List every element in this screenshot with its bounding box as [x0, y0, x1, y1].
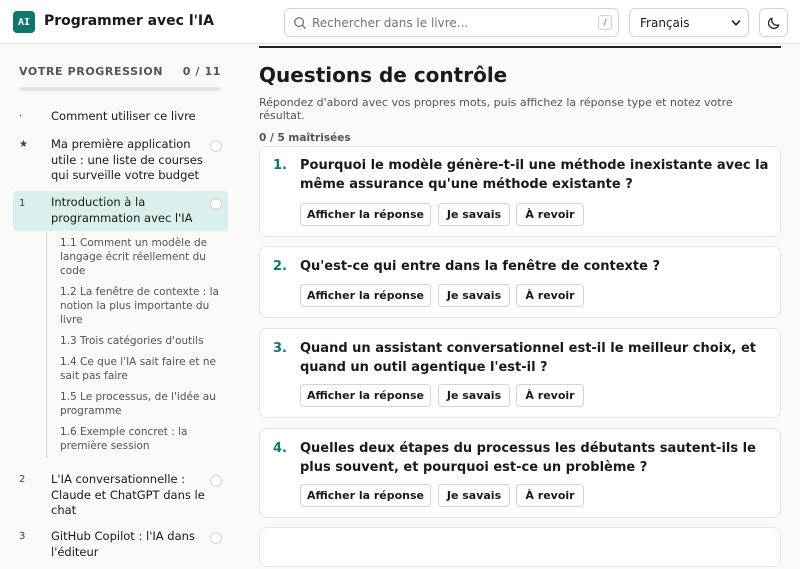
search-box[interactable] — [284, 8, 619, 37]
logo[interactable]: AI — [13, 11, 35, 33]
question-card — [259, 146, 781, 237]
question-text: Qu'est-ce qui entre dans la fenêtre de contexte ? — [300, 259, 661, 274]
progress-label: VOTRE PROGRESSION — [19, 65, 164, 78]
top-bar — [0, 0, 800, 44]
show-answer-button[interactable]: Afficher la réponse — [300, 484, 431, 507]
section-link-1-4[interactable]: 1.4 Ce que l'IA sait faire et ne sait pas faire — [60, 356, 216, 382]
sidebar-item-number: 2 — [19, 474, 26, 485]
question-card — [259, 428, 781, 518]
sidebar-item-label: Comment utiliser ce livre — [51, 109, 196, 123]
progress-count: 0 / 11 — [182, 65, 221, 78]
completion-circle-icon[interactable] — [210, 532, 222, 544]
sidebar — [0, 45, 240, 559]
mastered-count: 0 / 5 maîtrisées — [259, 132, 351, 144]
progress-bar — [19, 87, 221, 91]
page-title: Questions de contrôle — [259, 63, 508, 87]
question-number: 1. — [273, 158, 287, 173]
search-shortcut-hint: / — [598, 15, 612, 30]
show-answer-button[interactable]: Afficher la réponse — [300, 203, 431, 226]
question-card — [259, 246, 781, 318]
show-answer-button[interactable]: Afficher la réponse — [300, 384, 431, 407]
language-select[interactable] — [629, 8, 749, 37]
question-number: 2. — [273, 259, 287, 274]
chapter-1-sections — [46, 232, 226, 458]
knew-it-button[interactable]: Je savais — [438, 284, 510, 307]
knew-it-button[interactable]: Je savais — [438, 203, 510, 226]
question-card — [259, 527, 781, 567]
question-number: 4. — [273, 441, 287, 456]
review-later-button[interactable]: À revoir — [516, 203, 584, 226]
main-content — [240, 45, 800, 544]
search-input[interactable] — [312, 13, 582, 33]
language-value: Français — [640, 16, 690, 30]
sidebar-item-label: L'IA conversationnelle : Claude et ChatGPT dans le chat — [51, 472, 205, 517]
review-later-button[interactable]: À revoir — [516, 284, 584, 307]
question-text: Quand un assistant conversationnel est-il le meilleur choix, et quand un outil agentique l'est-il ? — [300, 341, 757, 375]
question-text: Pourquoi le modèle génère-t-il une méthode inexistante avec la même assurance qu'une méthode existante ? — [300, 158, 769, 192]
sidebar-item-label: Ma première application utile : une liste de courses qui surveille votre budget — [51, 137, 203, 182]
sidebar-item-chapter-3[interactable] — [13, 529, 228, 569]
progress-header — [19, 65, 221, 78]
knew-it-button[interactable]: Je savais — [438, 484, 510, 507]
section-link-1-3[interactable]: 1.3 Trois catégories d'outils — [60, 335, 204, 347]
completion-circle-icon[interactable] — [210, 198, 222, 210]
moon-icon — [767, 16, 781, 30]
question-text: Quelles deux étapes du processus les débutants sautent-ils le plus souvent, et pourquoi est-ce un problème ? — [300, 441, 756, 475]
sidebar-item-chapter-2[interactable] — [13, 472, 228, 520]
sidebar-item-marker: · — [19, 111, 23, 122]
search-icon — [293, 16, 307, 30]
section-link-1-2[interactable]: 1.2 La fenêtre de contexte : la notion la plus importante du livre — [60, 286, 219, 326]
section-link-1-6[interactable]: 1.6 Exemple concret : la première session — [60, 426, 188, 452]
review-later-button[interactable]: À revoir — [516, 484, 584, 507]
sidebar-item-chapter-1[interactable] — [13, 191, 228, 231]
sidebar-item-how-to-use[interactable] — [13, 109, 228, 127]
divider — [259, 46, 781, 48]
intro-text: Répondez d'abord avec vos propres mots, puis affichez la réponse type et notez votre résultat. — [259, 96, 733, 122]
sidebar-item-label: Introduction à la programmation avec l'IA — [51, 195, 193, 225]
chevron-down-icon — [731, 18, 741, 28]
show-answer-button[interactable]: Afficher la réponse — [300, 284, 431, 307]
question-card — [259, 328, 781, 418]
review-later-button[interactable]: À revoir — [516, 384, 584, 407]
knew-it-button[interactable]: Je savais — [438, 384, 510, 407]
sidebar-item-number: 3 — [19, 531, 26, 542]
sidebar-item-marker: ★ — [19, 139, 28, 150]
question-number: 3. — [273, 341, 287, 356]
section-link-1-1[interactable]: 1.1 Comment un modèle de langage écrit réellement du code — [60, 237, 208, 277]
sidebar-item-label: GitHub Copilot : l'IA dans l'éditeur — [51, 529, 195, 559]
sidebar-item-first-app[interactable] — [13, 137, 228, 185]
section-link-1-5[interactable]: 1.5 Le processus, de l'idée au programme — [60, 391, 216, 417]
sidebar-item-number: 1 — [19, 198, 26, 209]
completion-circle-icon[interactable] — [210, 140, 222, 152]
app-title[interactable]: Programmer avec l'IA — [44, 13, 214, 29]
theme-toggle-button[interactable] — [759, 8, 788, 37]
completion-circle-icon[interactable] — [210, 475, 222, 487]
